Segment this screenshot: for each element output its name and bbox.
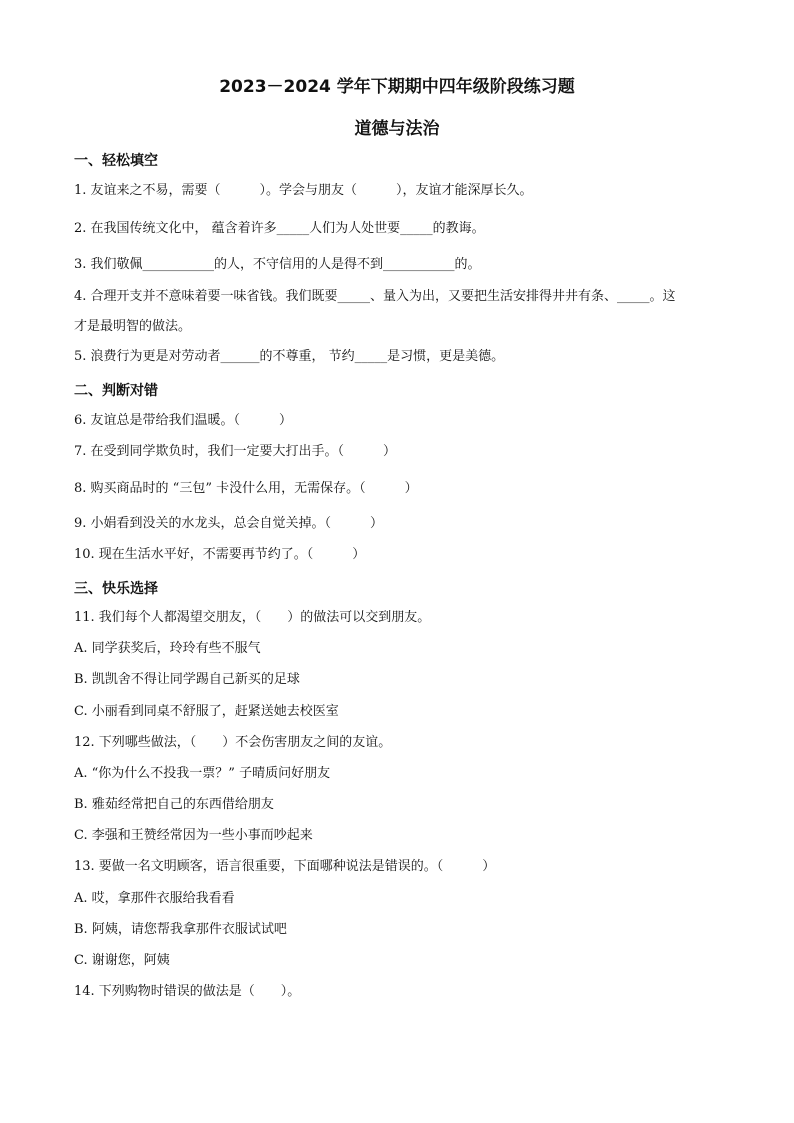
question-3: 3. 我们敬佩___________的人，不守信用的人是得不到___________的。 — [74, 257, 481, 272]
question-4-line-2: 才是最明智的做法。 — [74, 319, 192, 334]
section-heading-multiple-choice: 三、快乐选择 — [74, 581, 158, 597]
question-9: 9. 小娟看到没关的水龙头，总会自觉关掉。（ ） — [74, 516, 384, 531]
question-12-option-c: C. 李强和王赞经常因为一些小事而吵起来 — [74, 828, 313, 843]
question-4-line-1: 4. 合理开支并不意味着要一味省钱。我们既要_____、量入为出，又要把生活安排得井井有条、_____。这 — [74, 289, 676, 304]
question-13: 13. 要做一名文明顾客，语言很重要，下面哪种说法是错误的。（ ） — [74, 859, 496, 874]
section-heading-true-false: 二、判断对错 — [74, 383, 158, 399]
question-1: 1. 友谊来之不易，需要（ ）。学会与朋友（ ），友谊才能深厚长久。 — [74, 183, 533, 198]
question-10: 10. 现在生活水平好，不需要再节约了。（ ） — [74, 547, 366, 562]
question-13-option-b: B. 阿姨，请您帮我拿那件衣服试试吧 — [74, 922, 287, 937]
question-11-option-b: B. 凯凯舍不得让同学踢自己新买的足球 — [74, 672, 300, 687]
question-12: 12. 下列哪些做法，（ ）不会伤害朋友之间的友谊。 — [74, 735, 392, 750]
question-6: 6. 友谊总是带给我们温暖。（ ） — [74, 413, 293, 428]
question-11-option-a: A. 同学获奖后，玲玲有些不服气 — [74, 641, 261, 656]
question-8: 8. 购买商品时的 “三包” 卡没什么用，无需保存。（ ） — [74, 481, 418, 496]
question-13-option-c: C. 谢谢您，阿姨 — [74, 953, 170, 968]
question-5: 5. 浪费行为更是对劳动者______的不尊重， 节约_____是习惯，更是美德。 — [74, 349, 505, 364]
page-title: 2023－2024 学年下期期中四年级阶段练习题 — [219, 77, 575, 97]
question-7: 7. 在受到同学欺负时，我们一定要大打出手。（ ） — [74, 444, 397, 459]
question-2: 2. 在我国传统文化中， 蕴含着许多_____人们为人处世要_____的教诲。 — [74, 221, 485, 236]
question-12-option-b: B. 雅茹经常把自己的东西借给朋友 — [74, 797, 274, 812]
page-subtitle: 道德与法治 — [354, 119, 440, 139]
question-14: 14. 下列购物时错误的做法是（ ）。 — [74, 984, 301, 999]
section-heading-fill-blank: 一、轻松填空 — [74, 153, 158, 169]
question-12-option-a: A. “你为什么不投我一票？” 子晴质问好朋友 — [74, 766, 331, 781]
question-11-option-c: C. 小丽看到同桌不舒服了，赶紧送她去校医室 — [74, 704, 339, 719]
question-13-option-a: A. 哎，拿那件衣服给我看看 — [74, 891, 235, 906]
question-11: 11. 我们每个人都渴望交朋友，（ ）的做法可以交到朋友。 — [74, 610, 431, 625]
